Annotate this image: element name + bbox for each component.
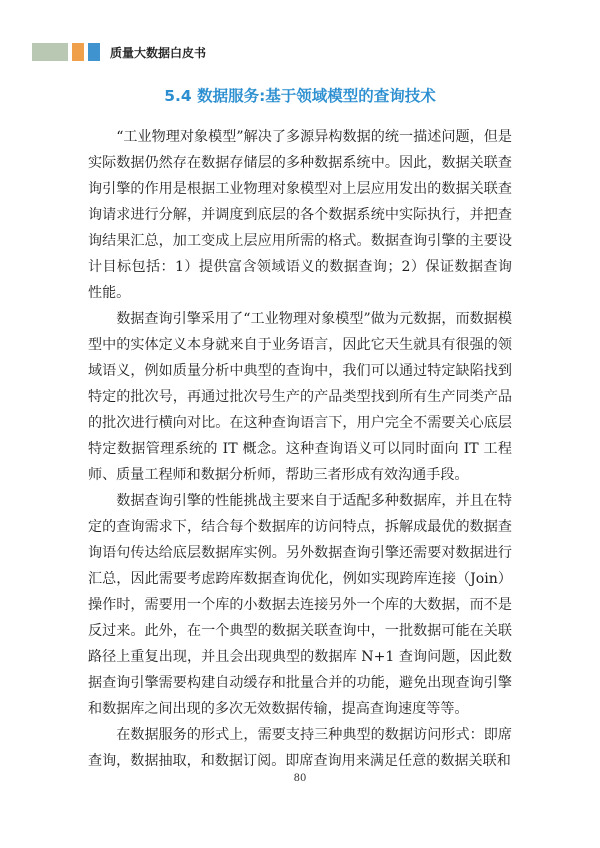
paragraph: 在数据服务的形式上，需要支持三种典型的数据访问形式：即席查询，数据抽取，和数据订阅。即席查询用来满足任意的数据关联和 [88,727,512,769]
header-title: 质量大数据白皮书 [110,45,207,60]
running-header [32,40,206,64]
header-gray-bar [32,43,68,61]
paragraph: 数据查询引擎采用了“工业物理对象模型”做为元数据，而数据模型中的实体定义本身就来自于业务语言，因此它天生就具有很强的领域语义，例如质量分析中典型的查询中，我们可以通过特定缺陷找到特定的批次号，再通过批次号生产的产品类型找到所有生产同类产品的批次进行横向对比。在这种查询语言下，用户完全不需要关心底层特定数据管理系统的 IT 概念。这种查询语义可以同时面向 IT 工程师、质量工程师和数据分析师，帮助三者形成有效沟通手段。 [88,311,512,483]
body-text [88,124,512,774]
paragraph: 数据查询引擎的性能挑战主要来自于适配多种数据库，并且在特定的查询需求下，结合每个数据库的访问特点，拆解成最优的数据查询语句传达给底层数据库实例。另外数据查询引擎还需要对数据进行汇总，因此需要考虑跨库数据查询优化，例如实现跨库连接（Join）操作时，需要用一个库的小数据去连接另外一个库的大数据，而不是反过来。此外，在一个典型的数据关联查询中，一批数据可能在关联路径上重复出现，并且会出现典型的数据库 N+1 查询问题，因此数据查询引擎需要构建自动缓存和批量合并的功能，避免出现查询引擎和数据库之间出现的多次无效数据传输，提高查询速度等等。 [88,493,512,717]
paragraph: “工业物理对象模型”解决了多源异构数据的统一描述问题，但是实际数据仍然存在数据存储层的多种数据系统中。因此，数据关联查询引擎的作用是根据工业物理对象模型对上层应用发出的数据关联查询请求进行分解，并调度到底层的各个数据系统中实际执行，并把查询结果汇总，加工变成上层应用所需的格式。数据查询引擎的主要设计目标包括：1）提供富含领域语义的数据查询；2）保证数据查询性能。 [88,129,512,301]
header-blue-bar [88,43,100,61]
section-title: 5.4 数据服务:基于领域模型的查询技术 [164,87,436,105]
page-number: 80 [293,773,307,784]
header-orange-bar [72,43,84,61]
